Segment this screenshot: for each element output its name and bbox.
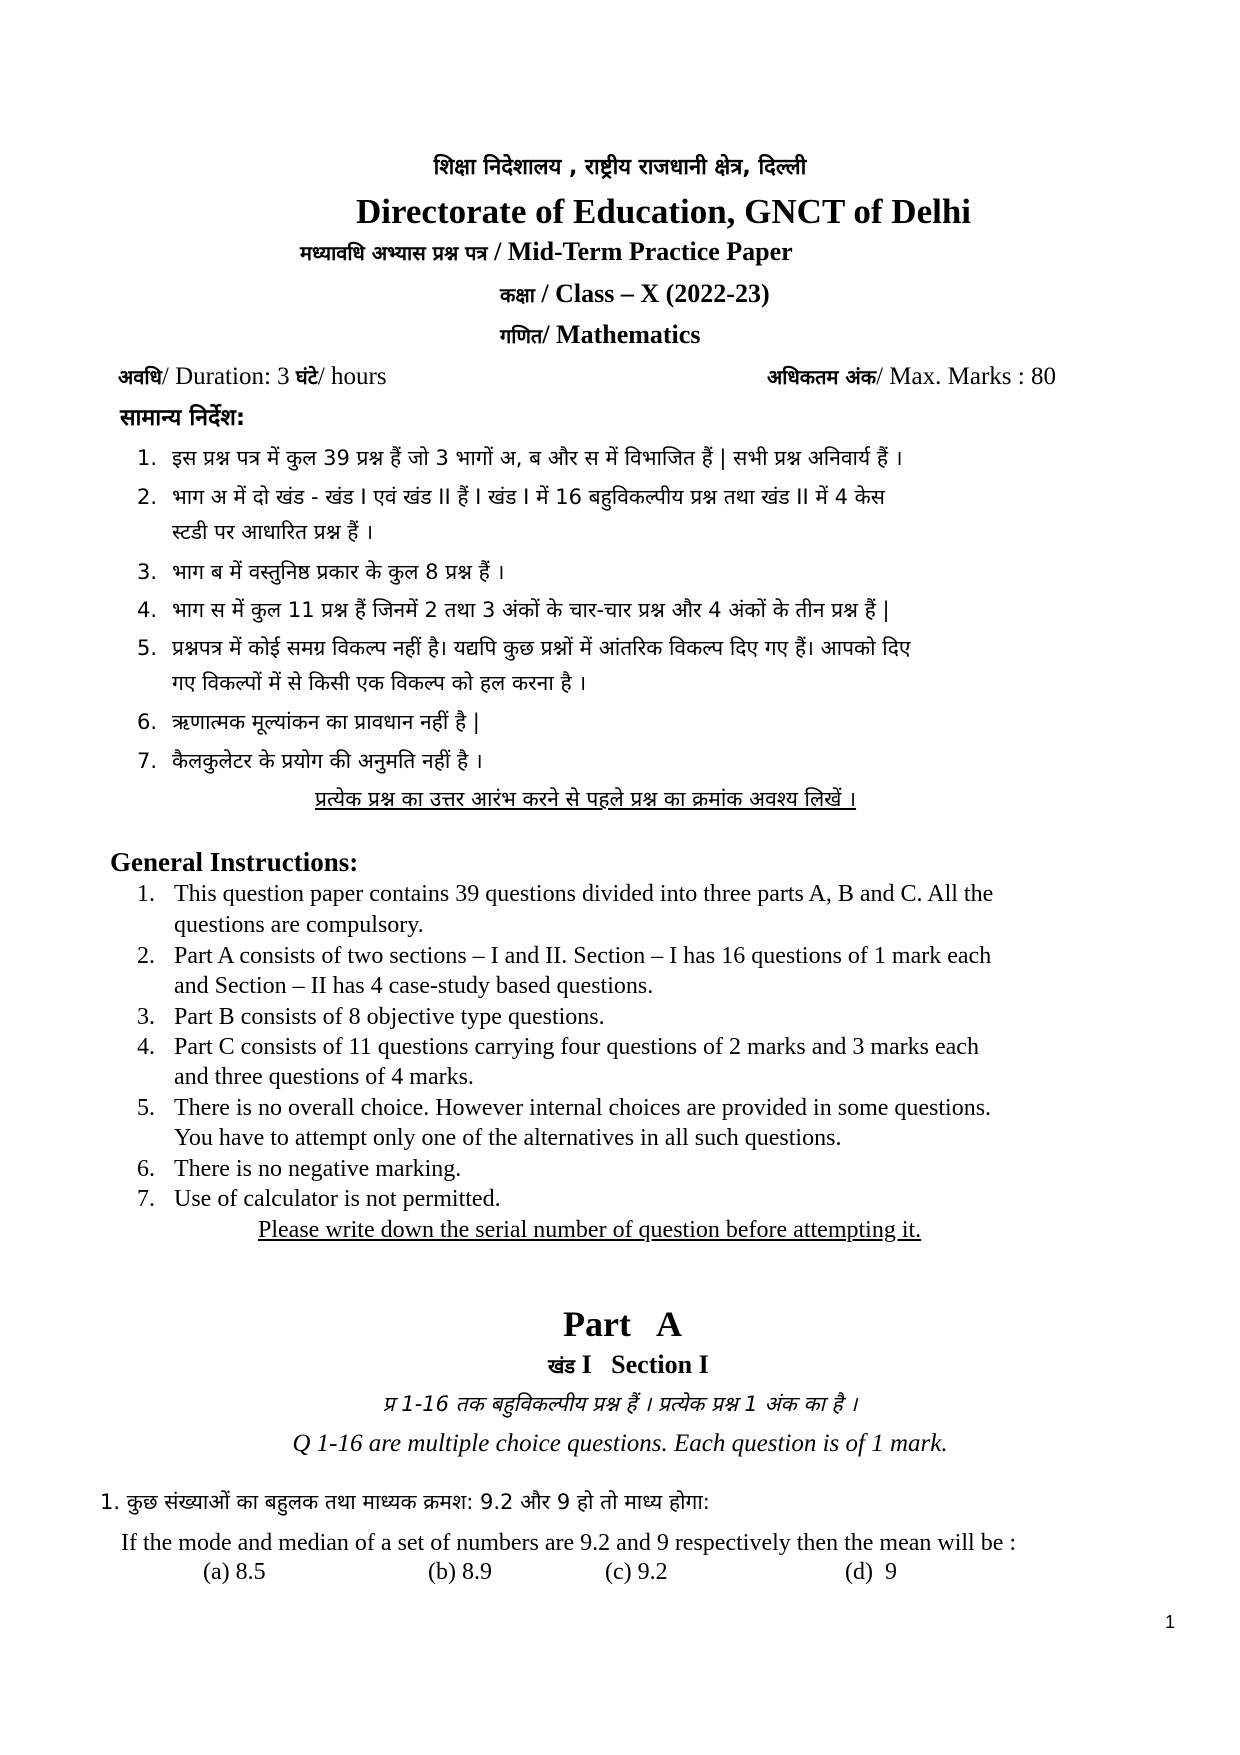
instruction-number: 7.: [137, 749, 158, 773]
instruction-number: 2.: [137, 485, 158, 509]
instruction-number: 4.: [137, 598, 158, 622]
instruction-number: 1.: [137, 446, 158, 470]
instruction-line: [137, 1157, 461, 1181]
instruction-line: [137, 944, 991, 968]
instruction-line: [137, 1035, 979, 1059]
duration-en: / Duration: 3: [161, 363, 296, 390]
instruction-number: 5.: [137, 1095, 155, 1121]
english-note-text: Please write down the serial number of question before attempting it.: [258, 1217, 922, 1243]
instruction-number: 1.: [137, 881, 155, 907]
option-a: (a) 8.5: [203, 1559, 266, 1585]
instruction-text: ऋणात्मक मूल्यांकन का प्रावधान नहीं है |: [172, 710, 480, 734]
instruction-number: 3.: [137, 1004, 155, 1030]
instruction-line: [172, 673, 586, 694]
marks-en: / Max. Marks : 80: [876, 363, 1056, 390]
section-en: I Section I: [575, 1350, 709, 1379]
instruction-line: [137, 1096, 991, 1120]
instruction-line: [137, 600, 890, 621]
section-hi: खंड: [548, 1354, 576, 1378]
instruction-text: There is no overall choice. However internal choices are provided in some questions.: [174, 1095, 992, 1121]
subject-hi: गणित: [500, 324, 543, 348]
instruction-text: भाग ब में वस्तुनिष्ठ प्रकार के कुल 8 प्रश्न हैं ।: [172, 560, 505, 584]
instruction-number: 3.: [137, 560, 158, 584]
instruction-text: स्टडी पर आधारित प्रश्न हैं ।: [172, 520, 374, 544]
max-marks: [767, 364, 1056, 389]
instruction-line: [174, 974, 653, 998]
instruction-text: This question paper contains 39 questions divided into three parts A, B and C. All the: [174, 881, 994, 907]
section-title: [548, 1352, 709, 1378]
instruction-line: [137, 448, 903, 469]
question-1-hi: 1. कुछ संख्याओं का बहुलक तथा माध्यक क्रमश: 9.2 और 9 हो तो माध्य होगा:: [100, 1490, 710, 1514]
instruction-line: [137, 1187, 501, 1211]
instruction-line: [137, 712, 480, 733]
hindi-note-text: प्रत्येक प्रश्न का उत्तर आरंभ करने से पहले प्रश्न का क्रमांक अवश्य लिखें ।: [315, 787, 857, 811]
section-desc-en: Q 1-16 are multiple choice questions. Each question is of 1 mark.: [292, 1430, 948, 1457]
instruction-number: 5.: [137, 636, 158, 660]
class-hi: कक्षा: [500, 283, 535, 307]
paper-title-hi: मध्यावधि अभ्यास प्रश्न पत्र: [300, 241, 488, 265]
instruction-line: [137, 751, 483, 772]
option-c: (c) 9.2: [605, 1559, 668, 1585]
instruction-number: 7.: [137, 1186, 155, 1212]
instruction-line: [174, 1065, 474, 1089]
instruction-line: [137, 638, 910, 659]
instruction-line: [174, 913, 424, 937]
instruction-number: 6.: [137, 710, 158, 734]
instruction-text: There is no negative marking.: [174, 1156, 462, 1182]
hours-hi: घंटे: [295, 365, 318, 389]
instruction-text: कैलकुलेटर के प्रयोग की अनुमति नहीं है ।: [172, 749, 483, 773]
page-number: 1: [1165, 1612, 1176, 1632]
option-d: (d) 9: [845, 1559, 897, 1585]
instruction-line: [137, 1005, 605, 1029]
instruction-text: Use of calculator is not permitted.: [174, 1186, 501, 1212]
subject-line: [500, 322, 700, 348]
instruction-number: 6.: [137, 1156, 155, 1182]
instruction-text: and three questions of 4 marks.: [174, 1064, 474, 1090]
instruction-text: भाग स में कुल 11 प्रश्न हैं जिनमें 2 तथा 3 अंकों के चार-चार प्रश्न और 4 अंकों के तीन प्रश्न हैं |: [172, 598, 890, 622]
instruction-text: Part B consists of 8 objective type questions.: [174, 1004, 605, 1030]
question-1-en: If the mode and median of a set of numbers are 9.2 and 9 respectively then the mean will be :: [121, 1530, 1017, 1556]
hours-en: / hours: [317, 363, 387, 390]
instruction-line: [137, 882, 993, 906]
instruction-text: and Section – II has 4 case-study based questions.: [174, 973, 654, 999]
section-desc-hi: प्र 1-16 तक बहुविकल्पीय प्रश्न हैं । प्रत्येक प्रश्न 1 अंक का है ।: [382, 1392, 858, 1416]
duration: [118, 364, 387, 389]
class-en: / Class – X (2022-23): [541, 279, 770, 308]
english-note: [258, 1218, 921, 1242]
instruction-number: 4.: [137, 1034, 155, 1060]
class-line: [500, 281, 770, 307]
instruction-text: प्रश्नपत्र में कोई समग्र विकल्प नहीं है। यद्यपि कुछ प्रश्नों में आंतरिक विकल्प दिए गए हैं। आपको दिए: [172, 636, 911, 660]
instruction-text: इस प्रश्न पत्र में कुल 39 प्रश्न हैं जो 3 भागों अ, ब और स में विभाजित हैं | सभी प्रश्न अनिवार्य हैं ।: [172, 446, 903, 470]
subject-en: / Mathematics: [542, 320, 701, 349]
instruction-line: [137, 487, 885, 508]
instruction-line: [172, 522, 373, 543]
instruction-text: Part A consists of two sections – I and II. Section – I has 16 questions of 1 mark each: [174, 943, 992, 969]
option-b: (b) 8.9: [428, 1559, 492, 1585]
hindi-org-heading: शिक्षा निदेशालय , राष्ट्रीय राजधानी क्षेत्र, दिल्ली: [433, 155, 807, 180]
part-title: Part A: [563, 1304, 682, 1344]
general-instructions-heading: General Instructions:: [110, 847, 359, 877]
instruction-line: [137, 562, 504, 583]
hindi-note: [315, 789, 856, 810]
hindi-instructions-heading: सामान्य निर्देश:: [120, 405, 246, 431]
instruction-text: Part C consists of 11 questions carrying four questions of 2 marks and 3 marks each: [174, 1034, 979, 1060]
instruction-text: गए विकल्पों में से किसी एक विकल्प को हल करना है ।: [172, 671, 587, 695]
paper-title-en: / Mid-Term Practice Paper: [494, 237, 793, 266]
duration-hi: अवधि: [118, 365, 162, 389]
marks-hi: अधिकतम अंक: [767, 365, 877, 389]
instruction-text: भाग अ में दो खंड - खंड I एवं खंड II हैं I खंड I में 16 बहुविकल्पीय प्रश्न तथा खंड II में 4 केस: [172, 485, 885, 509]
instruction-text: questions are compulsory.: [174, 912, 424, 938]
instruction-text: You have to attempt only one of the alternatives in all such questions.: [174, 1125, 842, 1151]
instruction-number: 2.: [137, 943, 155, 969]
paper-title: [300, 239, 793, 265]
instruction-line: [174, 1126, 841, 1150]
org-title: Directorate of Education, GNCT of Delhi: [356, 192, 972, 231]
